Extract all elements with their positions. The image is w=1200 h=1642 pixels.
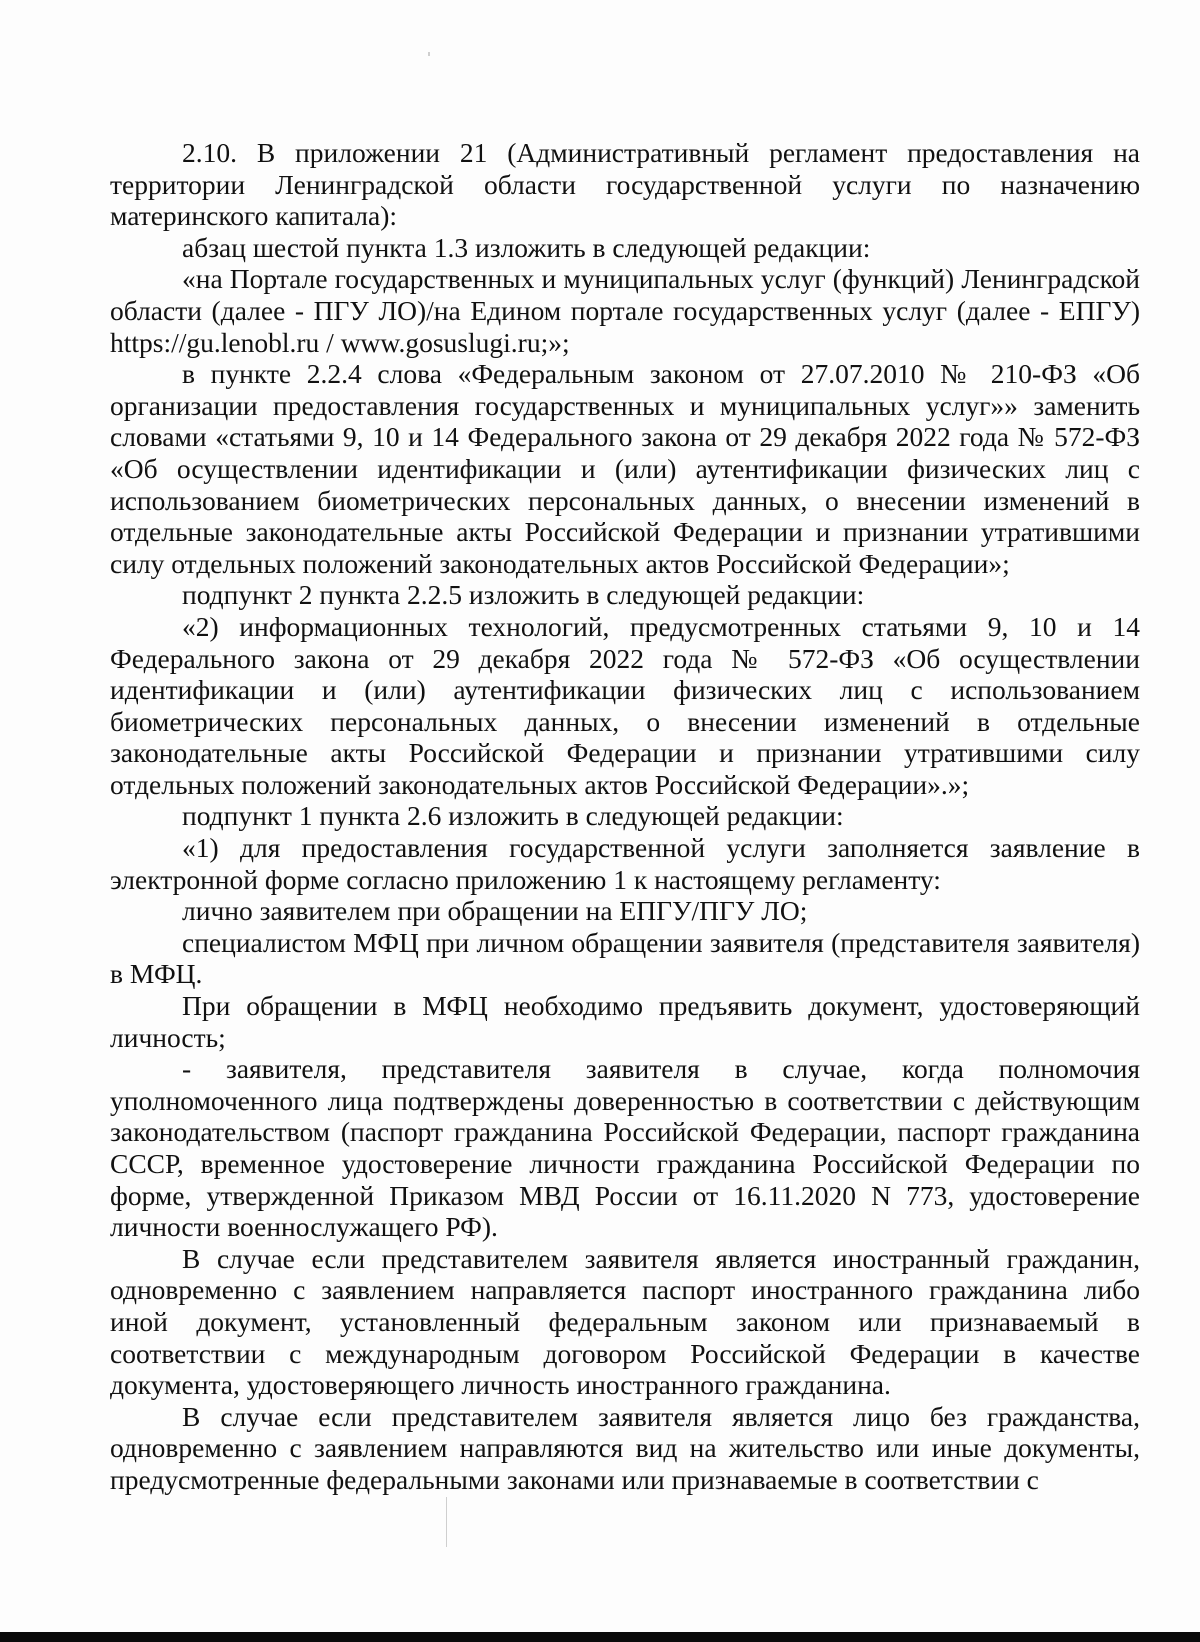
paragraph-1-3-text: «на Портале государственных и муниципальных услуг (функций) Ленинградской области (далее - ПГУ ЛО)/на Едином портале государственных услуг (далее - ЕПГУ) https://gu.lenobl.ru / www.gosuslugi.ru;»; bbox=[110, 263, 1140, 358]
paragraph-applicant-portal: лично заявителем при обращении на ЕПГУ/ПГУ ЛО; bbox=[182, 895, 808, 927]
scan-speck-bottom bbox=[446, 1497, 447, 1547]
paragraph-2-10-heading: 2.10. В приложении 21 (Административный регламент предоставления на территории Ленинградской области государственной услуги по назначению материнского капитала): bbox=[110, 137, 1140, 232]
paragraph-2-6-text: «1) для предоставления государственной услуги заполняется заявление в электронной форме согласно приложению 1 к настоящему регламенту: bbox=[110, 832, 1140, 895]
paragraph-2-2-5-text: «2) информационных технологий, предусмотренных статьями 9, 10 и 14 Федерального закона от 29 декабря 2022 года № 572-ФЗ «Об осуществлении идентификации и (или) аутентификации физических лиц с использованием биометрических персональных данных, о внесении изменений в отдельные законодательные акты Российской Федерации и признании утратившими силу отдельных положений законодательных актов Российской Федерации».»; bbox=[110, 610, 1140, 800]
paragraph-2-6-instruction: подпункт 1 пункта 2.6 изложить в следующей редакции: bbox=[182, 800, 844, 832]
paragraph-mfc-specialist: специалистом МФЦ при личном обращении заявителя (представителя заявителя) в МФЦ. bbox=[110, 926, 1140, 990]
paragraph-2-2-5-instruction: подпункт 2 пункта 2.2.5 изложить в следующей редакции: bbox=[182, 579, 865, 611]
paragraph-stateless-person: В случае если представителем заявителя является лицо без гражданства, одновременно с заявлением направляются вид на жительство или иные документы, предусмотренные федеральными законами или признаваемые в соответствии с bbox=[110, 1400, 1140, 1495]
paragraph-identity-document: При обращении в МФЦ необходимо предъявить документ, удостоверяющий личность; bbox=[110, 990, 1140, 1053]
paragraph-foreign-citizen: В случае если представителем заявителя является иностранный гражданин, одновременно с заявлением направляется паспорт иностранного гражданина либо иной документ, установленный федеральным законом или признаваемый в соответствии с международным договором Российской Федерации в качестве документа, удостоверяющего личность иностранного гражданина. bbox=[110, 1242, 1140, 1401]
paragraph-2-2-4-amendment: в пункте 2.2.4 слова «Федеральным законом от 27.07.2010 № 210-ФЗ «Об организации предоставления государственных и муниципальных услуг»» заменить словами «статьями 9, 10 и 14 Федерального закона от 29 декабря 2022 года № 572-ФЗ «Об осуществлении идентификации и (или) аутентификации физических лиц с использованием биометрических персональных данных, о внесении изменений в отдельные законодательные акты Российской Федерации и признании утратившими силу отдельных положений законодательных актов Российской Федерации»; bbox=[110, 358, 1140, 579]
scan-bottom-edge bbox=[0, 1632, 1200, 1642]
scan-speck-top bbox=[428, 52, 430, 56]
paragraph-applicant-representative: - заявителя, представителя заявителя в случае, когда полномочия уполномоченного лица подтверждены доверенностью в соответствии с действующим законодательством (паспорт гражданина Российской Федерации, паспорт гражданина СССР, временное удостоверение личности гражданина Российской Федерации по форме, утвержденной Приказом МВД России от 16.11.2020 N 773, удостоверение личности военнослужащего РФ). bbox=[110, 1053, 1140, 1243]
document-body bbox=[110, 137, 1140, 1496]
paragraph-1-3-instruction: абзац шестой пункта 1.3 изложить в следующей редакции: bbox=[182, 231, 871, 263]
